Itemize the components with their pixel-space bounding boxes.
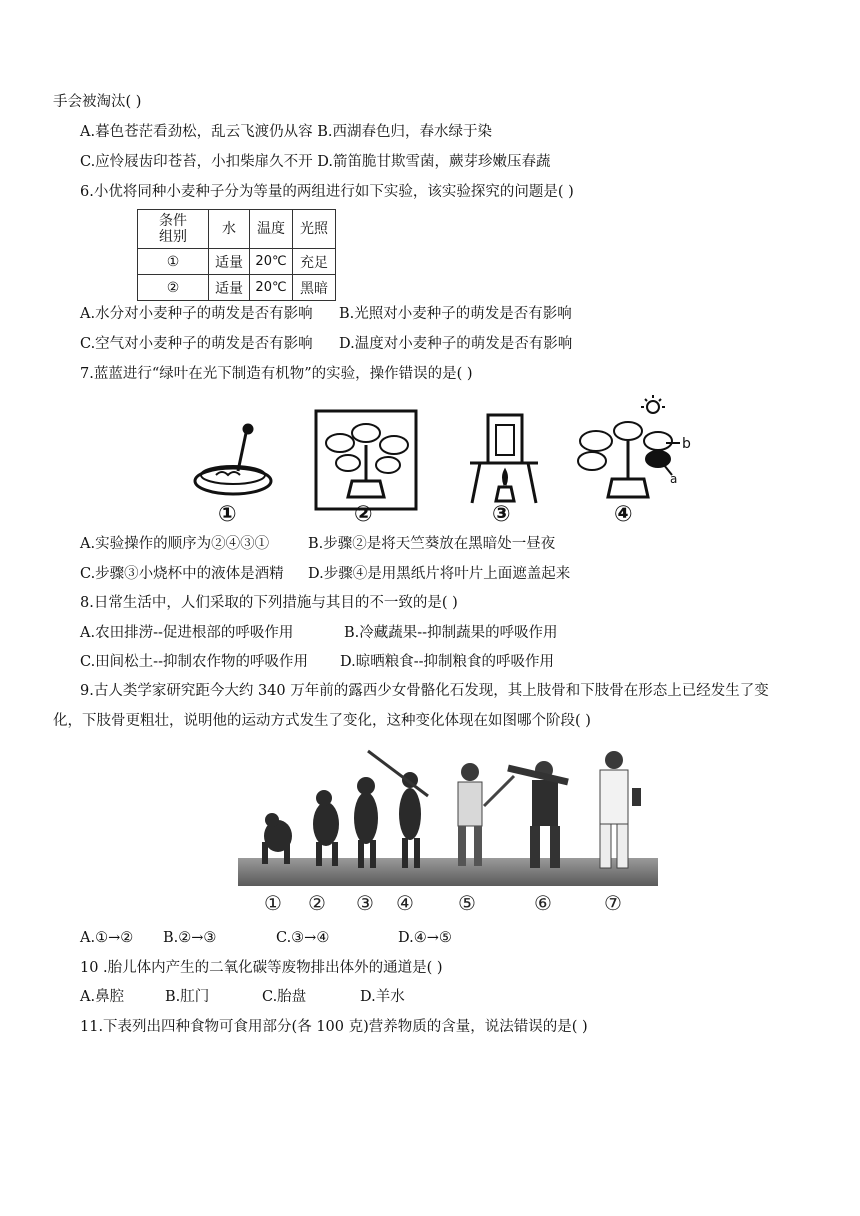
table-row	[138, 249, 336, 275]
q8-option-d: D.晾晒粮食--抑制粮食的呼吸作用	[340, 654, 555, 670]
q8-option-b: B.冷藏蔬果--抑制蔬果的呼吸作用	[344, 625, 558, 641]
table-header-cell: 温度	[250, 210, 293, 249]
q7-option-b: B.步骤②是将天竺葵放在黑暗处一昼夜	[308, 536, 556, 552]
stage-label: ⑤	[458, 891, 476, 915]
step-label: ①	[218, 502, 237, 527]
header-bottom: 组别	[159, 229, 187, 245]
q9-stem-line1: 9.古人类学家研究距今大约 340 万年前的露西少女骨骼化石发现，其上肢骨和下肢骨在形态上已经发生了变	[80, 683, 769, 699]
stage-label: ⑥	[534, 891, 552, 915]
q6-option-a: A.水分对小麦种子的萌发是否有影响	[80, 306, 313, 322]
q10-option-a: A.鼻腔	[80, 989, 125, 1005]
table-header-cell: 光照	[293, 210, 336, 249]
q10-option-b: B.肛门	[165, 989, 210, 1005]
step-label: ②	[354, 502, 373, 527]
prev-question-tail: 手会被淘汰( )	[53, 94, 142, 110]
callout-b: b	[682, 436, 691, 452]
q10-option-c: C.胎盘	[262, 989, 307, 1005]
table-cell: 充足	[293, 249, 336, 275]
q8-option-a: A.农田排涝--促进根部的呼吸作用	[80, 625, 294, 641]
table-row	[138, 210, 336, 249]
stage-label: ③	[356, 891, 374, 915]
q6-option-c: C.空气对小麦种子的萌发是否有影响	[80, 336, 313, 352]
table-cell: 黑暗	[293, 275, 336, 301]
experiment-table	[137, 209, 336, 301]
header-top: 条件	[159, 213, 187, 229]
spear	[368, 751, 428, 796]
q5-option-ab: A.暮色苍茫看劲松，乱云飞渡仍从容 B.西湖春色归，春水绿于染	[80, 124, 492, 140]
table-cell: 20℃	[250, 275, 293, 301]
step2-plant-dark-box-illustration	[316, 411, 416, 509]
q6-option-b: B.光照对小麦种子的萌发是否有影响	[339, 306, 572, 322]
q11-stem: 11.下表列出四种食物可食用部分(各 100 克)营养物质的含量，说法错误的是( )	[80, 1019, 588, 1035]
stage6-figure	[508, 761, 568, 868]
stage-label: ②	[308, 891, 326, 915]
q7-option-d: D.步骤④是用黑纸片将叶片上面遮盖起来	[308, 566, 571, 582]
q8-stem: 8.日常生活中，人们采取的下列措施与其目的不一致的是( )	[80, 595, 458, 611]
table-header-cell	[138, 210, 209, 249]
callout-a: a	[670, 472, 678, 486]
table-cell: 适量	[209, 275, 250, 301]
q9-option-d: D.④→⑤	[398, 930, 452, 946]
step3-beaker-heating-illustration	[470, 415, 538, 503]
q10-stem: 10 .胎儿体内产生的二氧化碳等废物排出体外的通道是( )	[80, 960, 443, 976]
q5-option-cd: C.应怜屐齿印苍苔，小扣柴扉久不开 D.箭笛脆甘欺雪菌，蕨芽珍嫩压春蔬	[80, 154, 551, 170]
stage5-figure	[458, 763, 514, 866]
stage-label: ④	[396, 891, 414, 915]
human-evolution-figure	[238, 746, 658, 918]
step-label: ③	[492, 502, 511, 527]
stage-label: ⑦	[604, 891, 622, 915]
q7-stem: 7.蓝蓝进行“绿叶在光下制造有机物”的实验，操作错误的是( )	[80, 366, 473, 382]
q9-option-c: C.③→④	[276, 930, 330, 946]
table-cell: 20℃	[250, 249, 293, 275]
q6-stem: 6.小优将同种小麦种子分为等量的两组进行如下实验，该实验探究的问题是( )	[80, 184, 574, 200]
q7-option-c: C.步骤③小烧杯中的液体是酒精	[80, 566, 284, 582]
q9-stem-line2: 化，下肢骨更粗壮，说明他的运动方式发生了变化，这种变化体现在如图哪个阶段( )	[53, 713, 591, 729]
q7-option-a: A.实验操作的顺序为②④③①	[80, 536, 270, 552]
table-row	[138, 275, 336, 301]
q8-option-c: C.田间松土--抑制农作物的呼吸作用	[80, 654, 308, 670]
ground-strip	[238, 858, 658, 886]
stage7-figure	[600, 751, 641, 868]
table-cell: 适量	[209, 249, 250, 275]
evolution-stage-silhouettes	[262, 772, 421, 868]
q9-option-a: A.①→②	[80, 930, 134, 946]
step-label: ④	[614, 502, 633, 527]
q10-option-d: D.羊水	[360, 989, 405, 1005]
step4-plant-in-light-illustration	[578, 395, 680, 497]
table-cell: ①	[138, 249, 209, 275]
table-cell: ②	[138, 275, 209, 301]
photosynthesis-experiment-figure	[188, 393, 708, 528]
q9-option-b: B.②→③	[163, 930, 217, 946]
table-header-cell: 水	[209, 210, 250, 249]
step1-petri-dish-illustration	[195, 425, 271, 494]
stage-label: ①	[264, 891, 282, 915]
q6-option-d: D.温度对小麦种子的萌发是否有影响	[339, 336, 573, 352]
